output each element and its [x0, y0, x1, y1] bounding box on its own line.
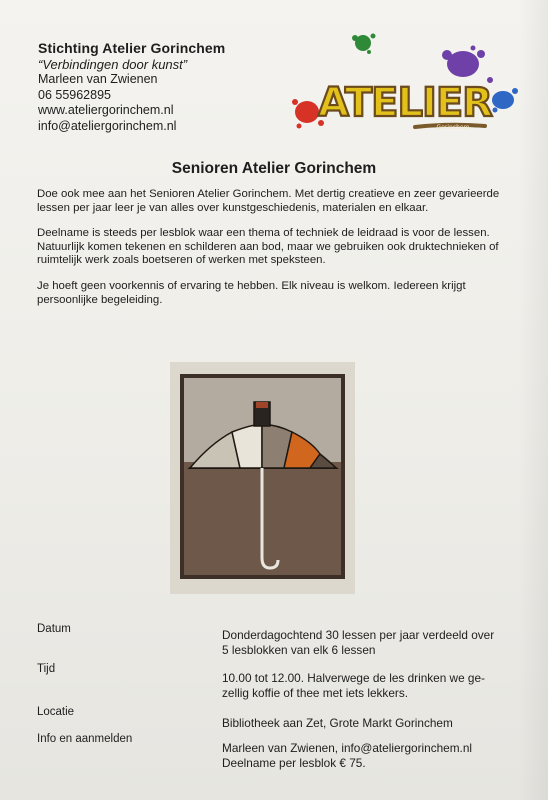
contact-name: Marleen van Zwienen — [38, 72, 158, 86]
website-link[interactable]: www.ateliergorinchem.nl — [38, 103, 174, 117]
info-label-tijd: Tijd — [37, 663, 56, 675]
info-value-tijd — [222, 671, 522, 700]
info-label-aanmelden: Info en aanmelden — [37, 733, 133, 745]
aanmelden-line-1: Marleen van Zwienen, info@ateliergorinchem.nl — [222, 741, 473, 755]
umbrella-painting — [170, 362, 355, 594]
logo-word — [318, 80, 492, 126]
paragraph-level: Je hoeft geen voorkennis of ervaring te hebben. Elk niveau is welkom. Iedereen krijgt persoonlijke begeleiding. — [37, 279, 466, 306]
info-label-locatie: Locatie — [37, 706, 75, 718]
logo-text: ATELIER — [318, 80, 492, 126]
contact-block — [38, 40, 298, 134]
page-title: Senioren Atelier Gorinchem — [171, 160, 377, 177]
aanmelden-line-2: Deelname per lesblok € 75. — [222, 755, 366, 770]
atelier-logo — [285, 28, 525, 143]
datum-line-1: Donderdagochtend 30 lessen per jaar verdeeld over — [222, 628, 495, 642]
info-value-aanmelden — [222, 741, 522, 770]
tijd-line-2: zellig koffie of thee met iets lekkers. — [222, 685, 408, 700]
logo-subtext: Gorinchem — [436, 124, 470, 131]
tagline: “Verbindingen door kunst” — [38, 57, 188, 72]
phone-number: 06 55962895 — [38, 87, 111, 102]
organization-name: Stichting Atelier Gorinchem — [38, 40, 226, 56]
paragraph-intro: Doe ook mee aan het Senioren Atelier Gorinchem. Met dertig creatieve en zeer gevarieerde lessen per jaar leer je van alles over kunstgeschiedenis, materialen en elkaar. — [37, 188, 500, 214]
info-value-locatie: Bibliotheek aan Zet, Grote Markt Gorinchem — [222, 716, 453, 730]
paragraph-participation: Deelname is steeds per lesblok waar een thema of techniek de leidraad is voor de lessen. Natuurlijk komen tekenen en schilderen aan bod, maar we gebruiken ook druktechnieken of ruimtelijk werk zoals boetseren of werken met speksteen. — [37, 227, 499, 267]
tijd-line-1: 10.00 tot 12.00. Halverwege de les drinken we ge- — [222, 671, 485, 685]
email-link[interactable]: info@ateliergorinchem.nl — [38, 118, 177, 133]
intro-text — [37, 188, 525, 319]
datum-line-2: 5 lesblokken van elk 6 lessen — [222, 642, 376, 657]
info-label-datum: Datum — [37, 623, 71, 635]
info-value-datum — [222, 628, 522, 657]
